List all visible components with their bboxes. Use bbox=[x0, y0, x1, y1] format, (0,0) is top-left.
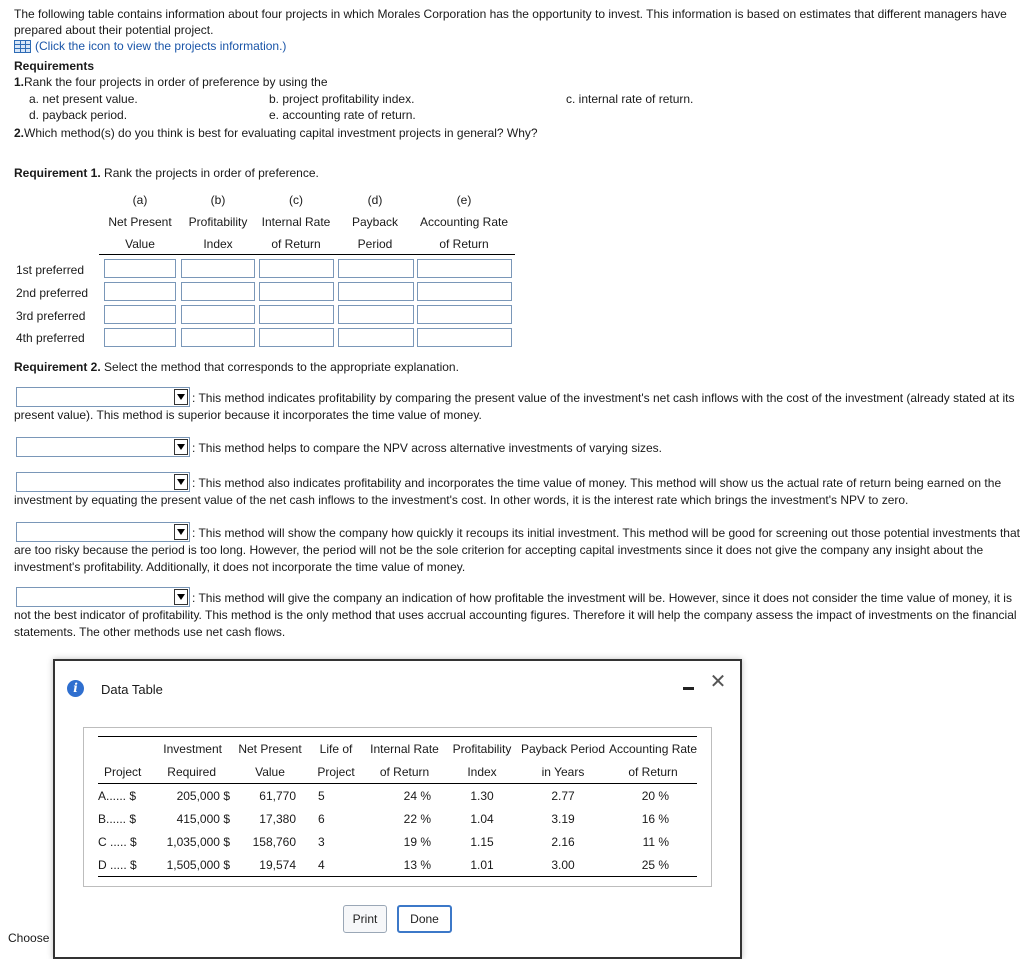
rank-input-3-pi[interactable] bbox=[181, 305, 255, 324]
header-cell: of Return bbox=[379, 764, 430, 779]
pi-cell: 1.15 bbox=[470, 834, 494, 849]
print-button[interactable]: Print bbox=[343, 905, 387, 933]
payback-cell: 2.16 bbox=[551, 834, 575, 849]
column-header-irr: (c) Internal Rate of Return bbox=[261, 193, 331, 251]
header-cell: in Years bbox=[541, 764, 585, 779]
npv-cell: 17,380 bbox=[259, 811, 296, 826]
header-cell: Index bbox=[467, 764, 497, 779]
npv-cell: 61,770 bbox=[259, 788, 296, 803]
projects-info-link-text[interactable]: (Click the icon to view the projects information.) bbox=[35, 39, 287, 53]
header-cell: Net Present bbox=[238, 741, 302, 756]
requirement-2-heading: Requirement 2. Select the method that corresponds to the appropriate explanation. bbox=[14, 360, 459, 374]
project-cell: B...... $ bbox=[98, 811, 137, 826]
done-button[interactable]: Done bbox=[397, 905, 452, 933]
header-cell: Required bbox=[167, 764, 216, 779]
rank-input-3-payback[interactable] bbox=[338, 305, 414, 324]
rank-input-1-npv[interactable] bbox=[104, 259, 176, 278]
table-row bbox=[98, 784, 697, 808]
minimize-icon[interactable] bbox=[683, 687, 694, 690]
arr-cell: 20 % bbox=[641, 788, 670, 803]
investment-cell: 1,505,000 $ bbox=[166, 857, 230, 872]
npv-cell: 158,760 bbox=[252, 834, 296, 849]
header-cell: Life of bbox=[319, 741, 353, 756]
row-label-4th: 4th preferred bbox=[16, 331, 85, 345]
intro-text: The following table contains information about four projects in which Morales Corporation has the opportunity to invest. This information is based on estimates that different managers have prepared about their potential project. bbox=[14, 7, 1007, 37]
rank-input-1-arr[interactable] bbox=[417, 259, 512, 278]
life-cell: 3 bbox=[318, 834, 325, 849]
life-cell: 4 bbox=[318, 857, 325, 872]
column-header-npv: (a) Net Present Value bbox=[108, 193, 172, 251]
irr-cell: 24 % bbox=[403, 788, 431, 803]
rank-input-1-irr[interactable] bbox=[259, 259, 334, 278]
header-cell: Investment bbox=[163, 741, 222, 756]
life-cell: 5 bbox=[318, 788, 325, 803]
header-cell: Profitability bbox=[452, 741, 512, 756]
project-cell: A...... $ bbox=[98, 788, 137, 803]
pi-cell: 1.30 bbox=[470, 788, 494, 803]
rank-input-3-arr[interactable] bbox=[417, 305, 512, 324]
arr-cell: 25 % bbox=[641, 857, 670, 872]
header-cell: Project bbox=[104, 764, 142, 779]
rank-input-2-npv[interactable] bbox=[104, 282, 176, 301]
rank-input-2-pi[interactable] bbox=[181, 282, 255, 301]
row-label-2nd: 2nd preferred bbox=[16, 286, 89, 300]
header-cell bbox=[98, 737, 150, 761]
rank-input-3-irr[interactable] bbox=[259, 305, 334, 324]
irr-cell: 13 % bbox=[403, 857, 431, 872]
requirements-title: Requirements bbox=[14, 59, 95, 73]
dialog-title: Data Table bbox=[101, 682, 163, 697]
header-cell: Payback Period bbox=[520, 741, 606, 756]
requirement-2-question: 2.Which method(s) do you think is best for evaluating capital investment projects in general? Why? bbox=[14, 126, 538, 140]
pi-cell: 1.01 bbox=[470, 857, 494, 872]
explanation-5: : This method will give the company an indication of how profitable the investment will be. However, since it does not consider the time value of money, it is not the best indicator of profitability. This method is the only method that uses accrual accounting figures. Therefore it will help the company assess the impact of investments on the financial statements. The other methods use net cash flows. bbox=[14, 591, 1017, 639]
header-cell: Project bbox=[317, 764, 355, 779]
requirement-1-question: 1.Rank the four projects in order of preference by using the bbox=[14, 75, 328, 89]
option-e: e. accounting rate of return. bbox=[269, 108, 416, 122]
requirement-1-heading: Requirement 1. Rank the projects in order of preference. bbox=[14, 166, 319, 180]
rank-input-1-payback[interactable] bbox=[338, 259, 414, 278]
header-divider bbox=[99, 254, 515, 255]
rank-input-2-arr[interactable] bbox=[417, 282, 512, 301]
investment-cell: 1,035,000 $ bbox=[166, 834, 230, 849]
arr-cell: 11 % bbox=[642, 834, 670, 849]
option-c: c. internal rate of return. bbox=[566, 92, 694, 106]
irr-cell: 19 % bbox=[403, 834, 431, 849]
table-header-row bbox=[98, 760, 697, 784]
header-cell: of Return bbox=[628, 764, 678, 779]
rank-input-2-payback[interactable] bbox=[338, 282, 414, 301]
rank-input-4-npv[interactable] bbox=[104, 328, 176, 347]
row-label-3rd: 3rd preferred bbox=[16, 309, 86, 323]
header-cell: Internal Rate bbox=[370, 741, 439, 756]
row-label-1st: 1st preferred bbox=[16, 263, 85, 277]
table-row bbox=[98, 807, 697, 830]
dialog-header bbox=[55, 661, 740, 715]
rank-input-4-arr[interactable] bbox=[417, 328, 512, 347]
arr-cell: 16 % bbox=[641, 811, 670, 826]
data-table-dialog bbox=[53, 659, 742, 959]
column-header-payback: (d) Payback Period bbox=[351, 193, 399, 251]
choose-label: Choose bbox=[8, 931, 50, 945]
rank-input-4-pi[interactable] bbox=[181, 328, 255, 347]
table-row bbox=[98, 830, 697, 853]
npv-cell: 19,574 bbox=[259, 857, 296, 872]
project-cell: D ..... $ bbox=[98, 857, 137, 872]
column-header-profitability-index: (b) Profitability Index bbox=[188, 193, 248, 251]
projects-info-link[interactable] bbox=[14, 39, 286, 53]
header-cell: Value bbox=[255, 764, 285, 779]
table-header-row bbox=[98, 737, 697, 761]
rank-input-2-irr[interactable] bbox=[259, 282, 334, 301]
explanation-1: : This method indicates profitability by comparing the present value of the investment's net cash inflows with the cost of the investment (already stated at its present value). This method is superior because it incorporates the time value of money. bbox=[14, 391, 1015, 422]
pi-cell: 1.04 bbox=[470, 811, 494, 826]
column-header-arr: (e) Accounting Rate of Return bbox=[419, 193, 509, 251]
rank-input-4-payback[interactable] bbox=[338, 328, 414, 347]
close-icon[interactable]: ✕ bbox=[709, 671, 727, 693]
investment-cell: 205,000 $ bbox=[176, 788, 230, 803]
payback-cell: 2.77 bbox=[551, 788, 575, 803]
option-a: a. net present value. bbox=[29, 92, 138, 106]
payback-cell: 3.00 bbox=[551, 857, 575, 872]
info-icon: i bbox=[67, 680, 84, 697]
explanation-2: : This method helps to compare the NPV across alternative investments of varying sizes. bbox=[192, 441, 662, 455]
rank-input-1-pi[interactable] bbox=[181, 259, 255, 278]
header-cell: Accounting Rate bbox=[609, 741, 698, 756]
option-d: d. payback period. bbox=[29, 108, 128, 122]
table-icon[interactable] bbox=[14, 40, 31, 53]
explanation-4: : This method will show the company how quickly it recoups its initial investment. This method will be good for screening out those potential investments that are too risky because the period is too long. However, the period will not be the sole criterion for accepting capital investments since it does not give the company any insight about the investment's profitability. Additionally, it does not incorporate the time value of money. bbox=[14, 526, 1020, 574]
rank-input-3-npv[interactable] bbox=[104, 305, 176, 324]
table-row bbox=[98, 853, 697, 877]
rank-input-4-irr[interactable] bbox=[259, 328, 334, 347]
life-cell: 6 bbox=[318, 811, 325, 826]
payback-cell: 3.19 bbox=[551, 811, 575, 826]
project-cell: C ..... $ bbox=[98, 834, 137, 849]
data-table-panel bbox=[83, 727, 712, 887]
option-b: b. project profitability index. bbox=[269, 92, 415, 106]
projects-data-table bbox=[98, 736, 697, 877]
irr-cell: 22 % bbox=[403, 811, 431, 826]
investment-cell: 415,000 $ bbox=[176, 811, 230, 826]
explanation-3: : This method also indicates profitability and incorporates the time value of money. This method will show us the actual rate of return being earned on the investment by equating the present value of the net cash inflows to the investment's cost. In other words, it is the interest rate which brings the investment's NPV to zero. bbox=[14, 476, 1002, 507]
